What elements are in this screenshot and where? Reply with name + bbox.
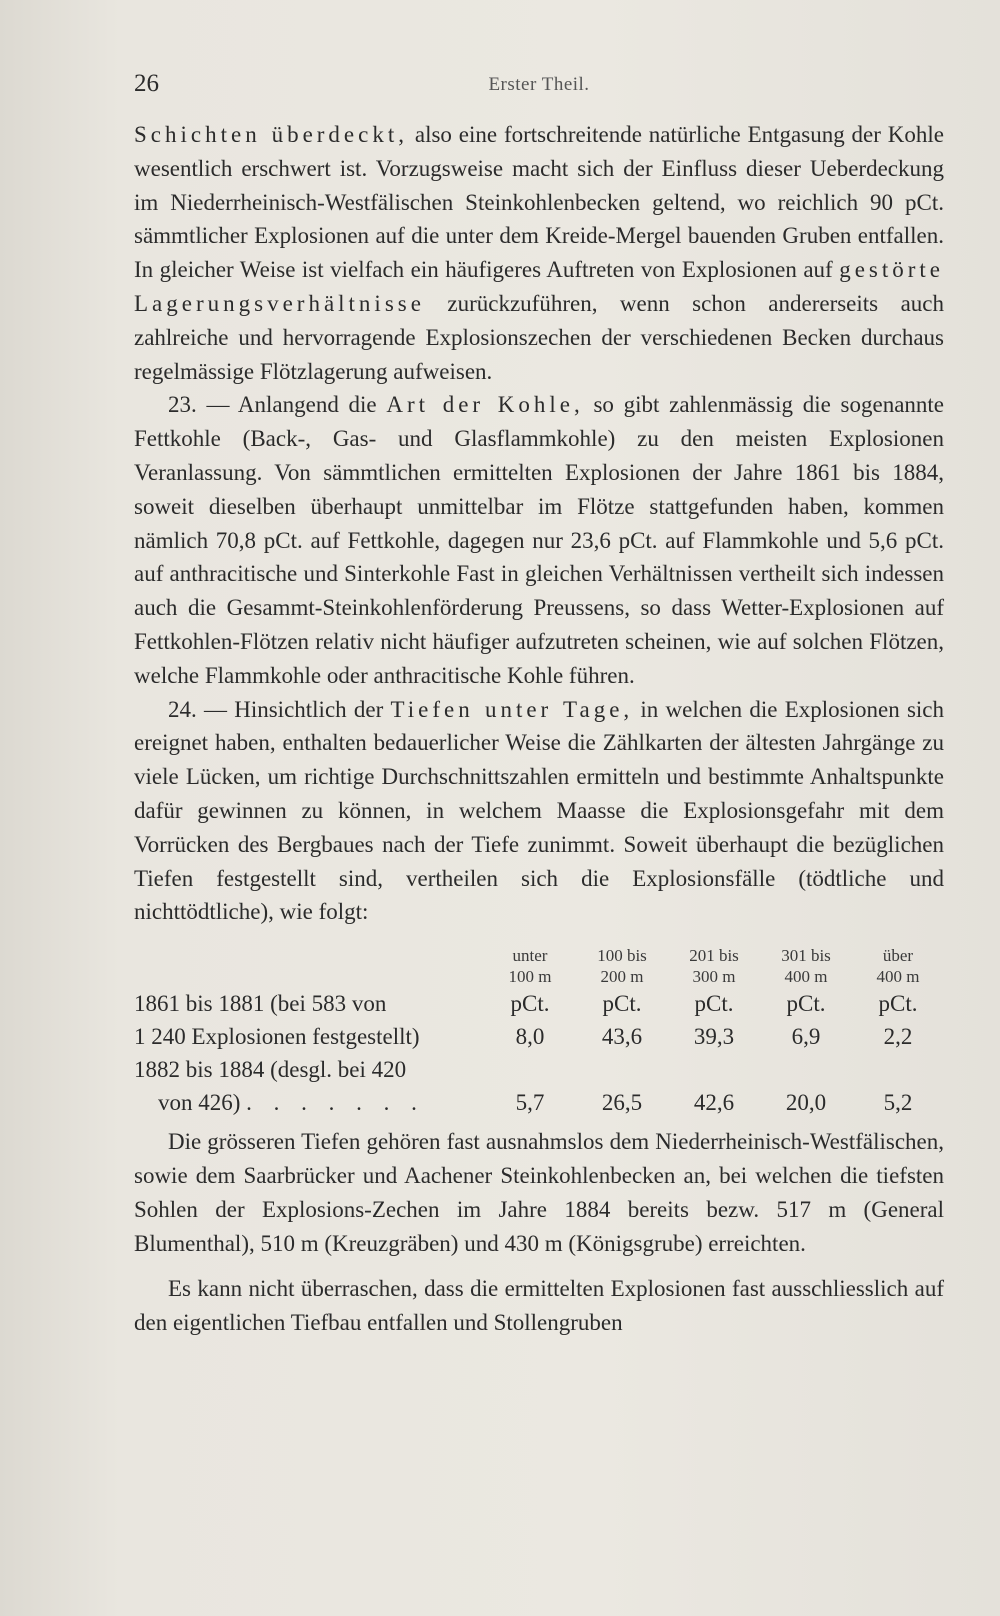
value-cell: 8,0	[515, 1024, 545, 1050]
table-header-empty	[134, 945, 484, 987]
table-row	[134, 987, 944, 1020]
paragraph-23	[134, 388, 944, 692]
value-cell: 5,2	[883, 1090, 913, 1116]
page-number: 26	[134, 70, 159, 97]
paragraph-text: in welchen die Explosionen sich ereignet haben, enthalten bedauerlicher Weise die Zählkarten der ältesten Jahrgänge zu viele Lücken, um richtige Durchschnittszahlen ermitteln und bestimmte Anhaltspunkte dafür gewinnen zu können, in welchem Maasse die Explosionsgefahr mit dem Vorrücken des Bergbaues nach der Tiefe zunimmt. Soweit überhaupt die bezüglichen Tiefen festgestellt sind, vertheilen sich die Explosionsfälle (tödtliche und nichttödtliche), wie folgt:	[134, 696, 945, 925]
value-cell: 43,6	[601, 1024, 643, 1050]
spaced-emphasis: gestörte Lagerungsverhältnisse	[134, 257, 944, 316]
value-cell: 39,3	[693, 1024, 735, 1050]
row-label: 1861 bis 1881 (bei 583 von	[134, 991, 387, 1017]
spaced-emphasis: Tiefen unter Tage,	[390, 696, 634, 722]
table-header-cell: 301 bis 400 m	[781, 946, 831, 987]
dot-leader: . . . . . . .	[246, 1090, 425, 1116]
row-label: 1 240 Explosionen festgestellt)	[134, 1024, 420, 1050]
depth-table	[134, 945, 944, 1119]
value-cell: 5,7	[515, 1090, 545, 1116]
unit-cell: pCt.	[694, 991, 734, 1017]
unit-cell: pCt.	[510, 991, 550, 1017]
value-cell: 20,0	[785, 1090, 827, 1116]
table-header-cell: über 400 m	[876, 946, 920, 987]
unit-cell: pCt.	[602, 991, 642, 1017]
table-row	[134, 1086, 944, 1119]
table-header-cell: unter 100 m	[508, 946, 552, 987]
paragraph-text: — Hinsichtlich der	[196, 696, 391, 722]
body-text	[134, 118, 944, 1340]
unit-cell: pCt.	[878, 991, 918, 1017]
value-cell: 26,5	[601, 1090, 643, 1116]
page-header	[134, 62, 944, 102]
table-header-row	[134, 945, 944, 987]
section-number: 23.	[168, 392, 197, 418]
paragraph-text: so gibt zahlenmässig die sogenannte Fettkohle (Back-, Gas- und Glasflammkohle) zu den meisten Explosionen Veranlassung. Von sämmtlichen ermittelten Explosionen der Jahre 1861 bis 1884, soweit dieselben überhaupt unmittelbar im Flötze stattgefunden haben, kommen nämlich 70,8 pCt. auf Fettkohle, dagegen nur 23,6 pCt. auf Flammkohle und 5,6 pCt. auf anthracitische und Sinterkohle Fast in gleichen Verhältnissen vertheilt sich indessen auch die Gesammt-Steinkohlenförderung Preussens, so dass Wetter-Explosionen auf Fettkohlen-Flötzen relativ nicht häufiger aufzutreten scheinen, wie auf solchen Flötzen, welche Flammkohle oder anthracitische Kohle führen.	[134, 392, 944, 688]
running-head: Erster Theil.	[488, 74, 590, 95]
paragraph-24	[134, 693, 944, 930]
paragraph-5: Es kann nicht überraschen, dass die ermittelten Explosionen fast ausschliesslich auf den eigentlichen Tiefbau entfallen und Stollengruben	[134, 1276, 944, 1336]
paragraph-text: — Anlangend die	[196, 392, 387, 418]
table-row	[134, 1053, 944, 1086]
section-number: 24.	[168, 696, 197, 722]
paragraph-4: Die grösseren Tiefen gehören fast ausnahmslos dem Niederrheinisch-Westfälischen, sowie dem Saarbrücker und Aachener Steinkohlenbecken an, bei welchen die tiefsten Sohlen der Explosions-Zechen im Jahre 1884 bereits bezw. 517 m (General Blumenthal), 510 m (Kreuzgräben) und 430 m (Königsgrube) erreichten.	[134, 1129, 944, 1256]
spaced-emphasis: Art der Kohle,	[386, 392, 584, 418]
table-row	[134, 1020, 944, 1053]
unit-cell: pCt.	[786, 991, 826, 1017]
value-cell: 2,2	[883, 1024, 913, 1050]
value-cell: 42,6	[693, 1090, 735, 1116]
row-label: 1882 bis 1884 (desgl. bei 420	[134, 1057, 407, 1083]
paragraph-text: also eine fortschreitende natürliche Entgasung der Kohle wesentlich erschwert ist. Vorzugsweise macht sich der Einfluss dieser Ueberdeckung im Niederrheinisch-Westfälischen Steinkohlenbecken geltend, wo reichlich 90 pCt. sämmtlicher Explosionen auf die unter dem Kreide-Mergel bauenden Gruben entfallen. In gleicher Weise ist vielfach ein häufigeres Auftreten von Explosionen auf	[134, 122, 945, 283]
table-header-cell: 100 bis 200 m	[597, 946, 647, 987]
paragraph-1	[134, 118, 944, 388]
table-header-cell: 201 bis 300 m	[689, 946, 739, 987]
row-label: von 426) . . . . . . .	[158, 1090, 425, 1116]
value-cell: 6,9	[791, 1024, 821, 1050]
spaced-emphasis: Schichten überdeckt,	[134, 122, 408, 147]
paragraph-text: zurückzuführen, wenn schon andererseits auch zahlreiche und hervorragende Explosionszechen der verschiedenen Becken durchaus regelmässige Flötzlagerung aufweisen.	[134, 290, 944, 384]
